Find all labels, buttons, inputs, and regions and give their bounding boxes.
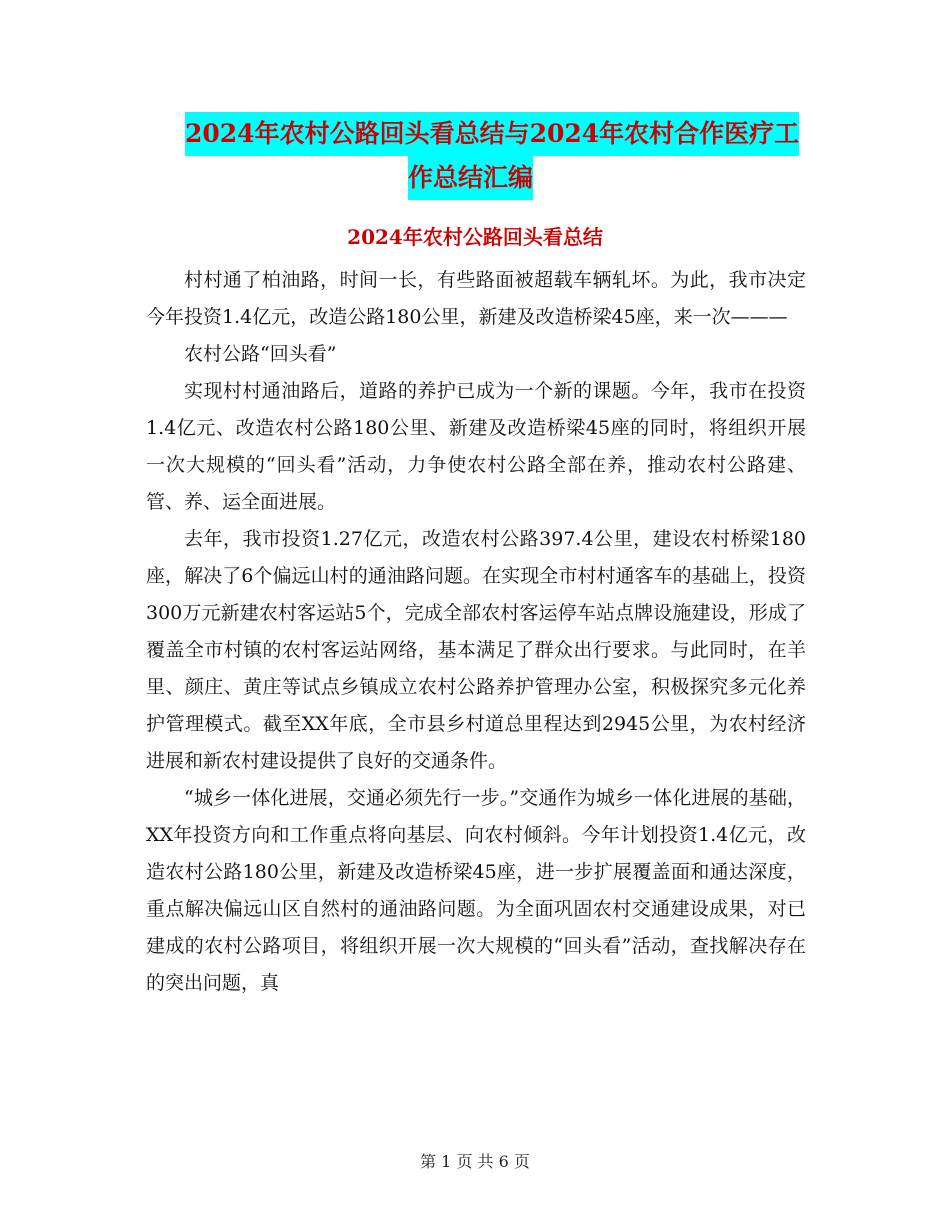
document-title-line-2: 作总结汇编 — [408, 156, 533, 200]
paragraph: “城乡一体化进展，交通必须先行一步。”交通作为城乡一体化进展的基础，XX年投资方向和工作重点将向基层、向农村倾斜。今年计划投资1.4亿元，改造农村公路180公里，新建及改造桥梁45座，进一步扩展覆盖面和通达深度，重点解决偏远山区自然村的通油路问题。为全面巩固农村交通建设成果，对已建成的农村公路项目，将组织开展一次大规模的“回头看”活动，查找解决存在的突出问题，真 — [146, 787, 806, 994]
document-title-line-1: 2024年农村公路回头看总结与2024年农村合作医疗工 — [185, 112, 799, 156]
body-text — [146, 262, 806, 1002]
paragraph: 实现村村通油路后，道路的养护已成为一个新的课题。今年，我市在投资1.4亿元、改造农村公路180公里、新建及改造桥梁45座的同时，将组织开展一次大规模的“回头看”活动，力争使农村公路全部在养，推动农村公路建、管、养、运全面进展。 — [146, 380, 806, 513]
paragraph: 去年，我市投资1.27亿元，改造农村公路397.4公里，建设农村桥梁180座，解决了6个偏远山村的通油路问题。在实现全市村村通客车的基础上，投资300万元新建农村客运站5个，完成全部农村客运停车站点牌设施建设，形成了覆盖全市村镇的农村客运站网络，基本满足了群众出行要求。与此同时，在羊里、颜庄、黄庄等试点乡镇成立农村公路养护管理办公室，积极探究多元化养护管理模式。截至XX年底，全市县乡村道总里程达到2945公里，为农村经济进展和新农村建设提供了良好的交通条件。 — [146, 528, 806, 772]
paragraph: 村村通了柏油路，时间一长，有些路面被超载车辆轧坏。为此，我市决定今年投资1.4亿元，改造公路180公里，新建及改造桥梁45座，来一次——— — [146, 269, 806, 328]
section-title: 2024年农村公路回头看总结 — [347, 225, 603, 249]
page-footer: 第 1 页 共 6 页 — [420, 1152, 530, 1171]
paragraph-subheading: 农村公路“回头看” — [184, 343, 337, 365]
